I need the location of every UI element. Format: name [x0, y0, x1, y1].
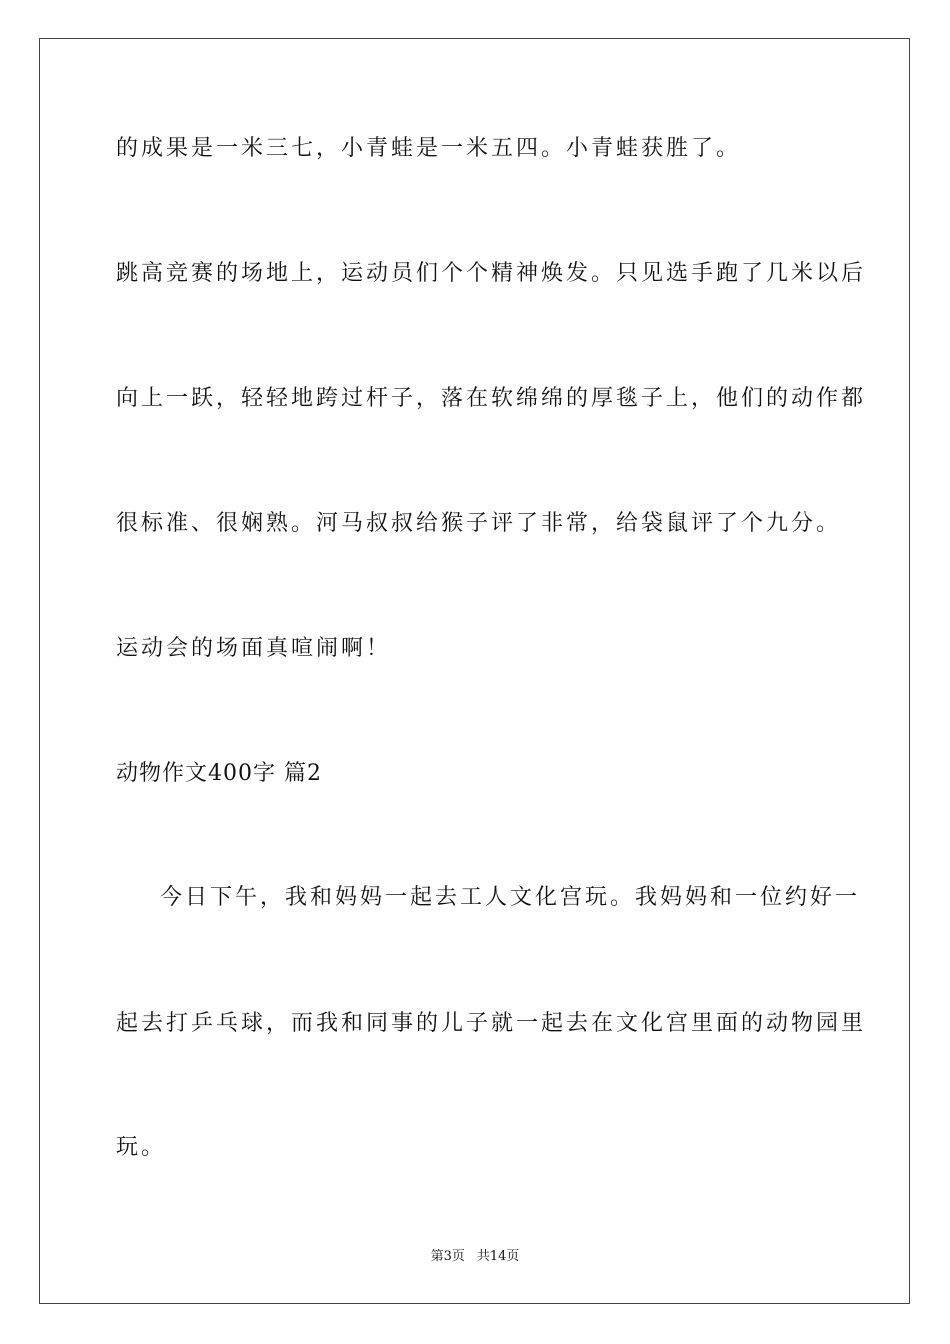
- page-number: 第3页: [430, 1249, 465, 1264]
- page-border: [39, 38, 910, 1304]
- paragraph2-line-3: 玩。: [116, 1135, 167, 1160]
- section-heading: 动物作文400字 篇2: [116, 761, 322, 786]
- text-line-2: 跳高竞赛的场地上，运动员们个个精神焕发。只见选手跑了几米以后: [116, 261, 867, 286]
- paragraph2-line-2: 起去打乒乓球，而我和同事的儿子就一起去在文化宫里面的动物园里: [116, 1011, 867, 1036]
- page-footer: [0, 1248, 950, 1266]
- text-line-1: 的成果是一米三七，小青蛙是一米五四。小青蛙获胜了。: [116, 136, 742, 161]
- text-line-4: 很标准、很娴熟。河马叔叔给猴子评了非常，给袋鼠评了个九分。: [116, 511, 842, 536]
- text-line-3: 向上一跃，轻轻地跨过杆子，落在软绵绵的厚毯子上，他们的动作都: [116, 386, 867, 411]
- text-line-5: 运动会的场面真喧闹啊！: [116, 636, 392, 661]
- page-total: 共14页: [476, 1249, 520, 1264]
- paragraph2-line-1: 今日下午，我和妈妈一起去工人文化宫玩。我妈妈和一位约好一: [160, 885, 861, 910]
